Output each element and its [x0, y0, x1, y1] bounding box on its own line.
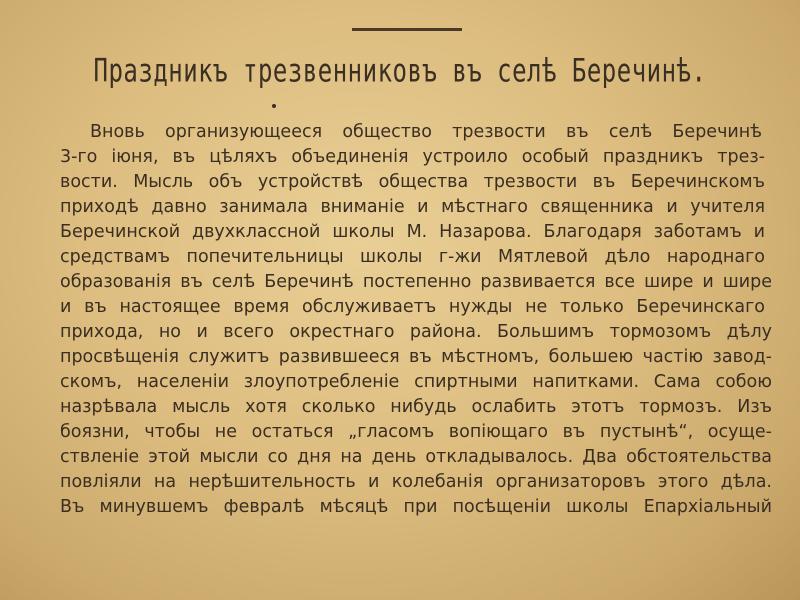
text-line: средствамъ попечительницы школы г-жи Мятлевой дѣло народнаго	[60, 247, 765, 267]
text-line: и въ настоящее время обслуживаетъ нужды не только Беречинскаго	[60, 297, 765, 317]
header-rule	[352, 28, 462, 31]
text-line: скомъ, населеніи злоупотребленіе спиртными напитками. Сама собою	[60, 372, 772, 392]
text-line: ствленіе этой мысли со дня на день откладывалось. Два обстоятельства	[60, 447, 772, 467]
text-line: приходѣ давно занимала вниманіе и мѣстнаго священника и учителя	[60, 197, 765, 217]
ink-dot	[272, 104, 276, 108]
text-line: вости. Мысль объ устройствѣ общества трезвости въ Беречинскомъ	[60, 172, 765, 192]
text-line: прихода, но и всего окрестнаго района. Большимъ тормозомъ дѣлу	[60, 322, 772, 342]
text-line: боязни, чтобы не остаться „гласомъ вопіющаго въ пустынѣ“, осуще-	[60, 422, 772, 442]
text-line: повліяли на нерѣшительность и колебанія организаторовъ этого дѣла.	[60, 472, 772, 492]
text-line: Вновь организующееся общество трезвости въ селѣ Беречинѣ	[90, 122, 762, 142]
text-line: Беречинской двухклассной школы М. Назарова. Благодаря заботамъ и	[60, 222, 765, 242]
text-line: 3-го іюня, въ цѣляхъ объединенія устроило особый праздникъ трез-	[60, 147, 765, 167]
text-line: просвѣщенія служитъ развившееся въ мѣстномъ, большею частію завод-	[60, 347, 772, 367]
article-title: Праздникъ трезвенниковъ въ селѣ Беречинѣ.	[93, 52, 707, 90]
text-line: образованія въ селѣ Беречинѣ постепенно развивается все шире и шире	[60, 272, 772, 292]
text-line: Въ минувшемъ февралѣ мѣсяцѣ при посѣщеніи школы Епархіальный	[60, 497, 772, 517]
text-line: назрѣвала мысль хотя сколько нибудь ослабить этотъ тормозъ. Изъ	[60, 397, 772, 417]
